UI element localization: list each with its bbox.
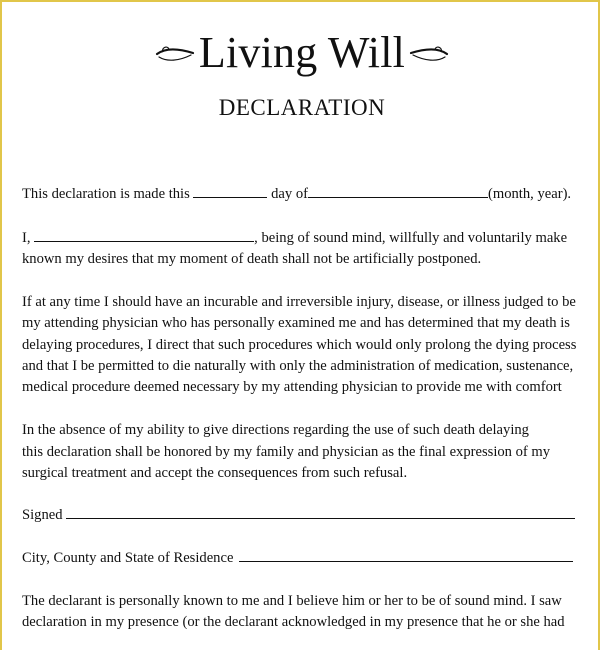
signature-blank-field[interactable] [66, 505, 575, 519]
date-line [22, 184, 571, 204]
declarant-para-line-2: declaration in my presence (or the declarant acknowledged in my presence that he or she had [22, 614, 565, 630]
title-row [2, 28, 600, 78]
date-suffix: (month, year). [488, 186, 572, 202]
declarant-para-line-1: The declarant is personally known to me and I believe him or her to be of sound mind. I saw [22, 593, 562, 609]
month-year-blank-field[interactable] [308, 184, 488, 198]
residence-label: City, County and State of Residence [22, 550, 234, 566]
day-blank-field[interactable] [193, 184, 267, 198]
injury-para-line-2: my attending physician who has personally examined me and has determined that my death is [22, 315, 570, 331]
date-middle: day of [271, 186, 308, 202]
document-title: Living Will [198, 28, 406, 77]
injury-para-line-1: If at any time I should have an incurable and irreversible injury, disease, or illness judged to be [22, 294, 576, 310]
injury-para-line-4: and that I be permitted to die naturally with only the administration of medication, sustenance, [22, 358, 574, 374]
absence-para-line-1: In the absence of my ability to give directions regarding the use of such death delaying [22, 422, 529, 438]
absence-para-line-2: this declaration shall be honored by my family and physician as the final expression of my [22, 444, 551, 460]
name-prefix: I, [22, 230, 31, 246]
name-blank-field[interactable] [34, 228, 254, 242]
right-flourish-icon [409, 42, 449, 64]
absence-para-line-3: surgical treatment and accept the consequences from such refusal. [22, 465, 408, 481]
document-subtitle: DECLARATION [218, 95, 386, 120]
signed-label: Signed [22, 507, 63, 523]
date-prefix: This declaration is made this [22, 186, 190, 202]
signed-line [22, 505, 575, 525]
injury-para-line-3: delaying procedures, I direct that such procedures which would only prolong the dying process [22, 337, 577, 353]
residence-blank-field[interactable] [239, 548, 573, 562]
name-line [22, 228, 567, 248]
name-para-line-2: known my desires that my moment of death shall not be artificially postponed. [22, 251, 482, 267]
name-suffix: , being of sound mind, willfully and voluntarily make [254, 230, 568, 246]
injury-para-line-5: medical procedure deemed necessary by my attending physician to provide me with comfort [22, 379, 562, 395]
residence-line [22, 548, 573, 568]
left-flourish-icon [155, 42, 195, 64]
